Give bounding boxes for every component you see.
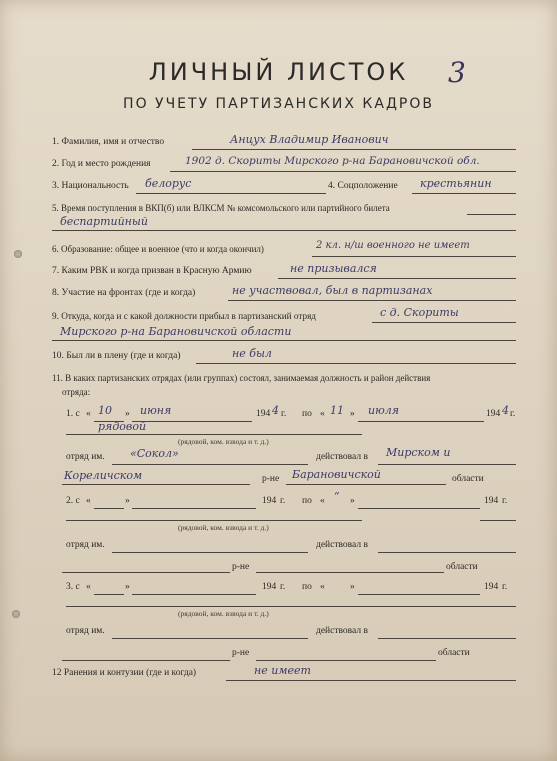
label-wounds: 12 Ранения и контузии (где и когда) (52, 668, 197, 678)
quote-open: « (320, 496, 325, 506)
underline (132, 421, 252, 422)
label-fronts: 8. Участие на фронтах (где и когда) (52, 288, 196, 298)
label-units: 11. В каких партизанских отрядах (или группах) состоял, занимаемая должность и район действия (52, 373, 431, 383)
value-social-status: крестьянин (420, 177, 492, 190)
label-nationality: 3. Национальность (52, 181, 129, 191)
punch-hole (12, 610, 20, 618)
quote-close: » (125, 582, 130, 592)
oblast-label: области (446, 562, 478, 572)
otryad-label: отряд им. (66, 626, 105, 636)
entry1-acted-in: Мирском и (386, 446, 451, 459)
entry2-year-left: 194 (262, 496, 277, 506)
underline (378, 552, 516, 553)
punch-hole (14, 250, 22, 258)
entry1-unit: «Сокол» (130, 447, 179, 460)
entry1-year-pre: 194 (256, 409, 271, 419)
entry2-number: 2. с (66, 496, 80, 506)
underline (112, 464, 308, 465)
rank-caption: (рядовой, ком. взвода и т. д.) (178, 609, 269, 618)
rank-caption: (рядовой, ком. взвода и т. д.) (178, 523, 269, 532)
entry3-to-word: по (302, 582, 312, 592)
g-suffix: г. (280, 582, 286, 592)
value-nationality: белорус (145, 177, 192, 190)
underline (94, 508, 124, 509)
quote-open: « (86, 409, 91, 419)
underline (52, 340, 516, 341)
underline (66, 434, 362, 435)
entry1-from-day: 10 (98, 404, 112, 417)
g-suffix: г. (502, 582, 508, 592)
acted-label: действовал в (316, 452, 368, 462)
underline (278, 278, 516, 279)
entry1-to-month: июля (368, 404, 400, 417)
quote-open: « (86, 496, 91, 506)
underline (412, 193, 516, 194)
underline (66, 606, 516, 607)
underline (358, 421, 484, 422)
g-suffix: г. (280, 496, 286, 506)
form-title: ЛИЧНЫЙ ЛИСТОК (148, 58, 409, 86)
underline (132, 508, 256, 509)
form-subtitle: ПО УЧЕТУ ПАРТИЗАНСКИХ КАДРОВ (123, 96, 434, 112)
otryad-label: отряд им. (66, 452, 105, 462)
underline (372, 322, 516, 323)
label-education: 6. Образование: общее и военное (что и когда окончил) (52, 244, 264, 254)
label-party: 5. Время поступления в ВКП(б) или ВЛКСМ № комсомольского или партийного билета (52, 203, 390, 213)
quote-close: » (125, 496, 130, 506)
g-suffix: г. (502, 496, 508, 506)
quote-open: « (320, 409, 325, 419)
value-arrival: с д. Скориты (380, 306, 459, 319)
value-arrival-2: Мирского р-на Барановичской области (60, 325, 292, 338)
entry1-from-year: 4 (272, 404, 279, 417)
underline (136, 193, 326, 194)
label-social-status: 4. Соцположение (328, 181, 398, 191)
entry1-to-word: по (302, 409, 312, 419)
entry2-to-day: “ (334, 490, 340, 503)
value-military: не призывался (290, 262, 377, 275)
quote-open: « (86, 582, 91, 592)
entry1-to-day: 11 (330, 404, 344, 417)
label-units-2: отряда: (62, 387, 91, 397)
underline (312, 256, 516, 257)
entry3-number: 3. с (66, 582, 80, 592)
value-wounds: не имеет (254, 664, 311, 677)
entry1-year-pre-2: 194 (486, 409, 501, 419)
underline (66, 520, 362, 521)
underline (480, 520, 516, 521)
quote-close: » (350, 582, 355, 592)
rne-label: р-не (232, 648, 250, 658)
value-party: беспартийный (60, 215, 148, 228)
entry1-to-year: 4 (502, 404, 509, 417)
label-arrival: 9. Откуда, когда и с какой должности прибыл в партизанский отряд (52, 311, 316, 321)
label-captivity: 10. Был ли в плену (где и когда) (52, 351, 181, 361)
value-education: 2 кл. н/ш военного не имеет (316, 240, 470, 251)
entry3-year-right: 194 (484, 582, 499, 592)
quote-open: « (320, 582, 325, 592)
rne-label: р-не (232, 562, 250, 572)
entry1-district: Кореличском (64, 469, 143, 482)
g-suffix: г. (281, 409, 287, 419)
underline (256, 660, 436, 661)
underline (132, 594, 256, 595)
underline (170, 171, 516, 172)
entry1-region: Барановичской (292, 468, 381, 481)
entry2-year-right: 194 (484, 496, 499, 506)
value-birth: 1902 д. Скориты Мирского р-на Барановичской обл. (185, 155, 480, 167)
acted-label: действовал в (316, 540, 368, 550)
rne-label: р-не (262, 474, 280, 484)
underline (94, 594, 124, 595)
value-captivity: не был (232, 347, 272, 360)
entry1-position: рядовой (98, 420, 147, 433)
underline (358, 508, 480, 509)
underline (112, 552, 308, 553)
underline (226, 680, 516, 681)
entry3-year-left: 194 (262, 582, 277, 592)
label-birth: 2. Год и место рождения (52, 159, 151, 169)
label-full-name: 1. Фамилия, имя и отчество (52, 137, 165, 147)
underline (62, 484, 250, 485)
oblast-label: области (452, 474, 484, 484)
acted-label: действовал в (316, 626, 368, 636)
underline (112, 638, 308, 639)
sheet-number: 3 (448, 56, 466, 89)
quote-close: » (350, 409, 355, 419)
otryad-label: отряд им. (66, 540, 105, 550)
quote-close: » (350, 496, 355, 506)
underline (228, 300, 516, 301)
underline (378, 464, 516, 465)
underline (62, 660, 230, 661)
underline (378, 638, 516, 639)
quote-close: » (125, 409, 130, 419)
rank-caption: (рядовой, ком. взвода и т. д.) (178, 437, 269, 446)
value-fronts: не участвовал, был в партизанах (232, 284, 433, 297)
underline (358, 594, 480, 595)
label-military: 7. Каким РВК и когда призван в Красную Армию (52, 266, 252, 276)
underline (52, 230, 516, 231)
underline (256, 572, 444, 573)
underline (196, 363, 516, 364)
oblast-label: области (438, 648, 470, 658)
entry2-to-word: по (302, 496, 312, 506)
entry1-number: 1. с (66, 409, 80, 419)
underline (467, 214, 516, 215)
g-suffix: г. (510, 409, 516, 419)
underline (192, 149, 516, 150)
value-full-name: Анцух Владимир Иванович (230, 133, 389, 146)
underline (62, 572, 230, 573)
entry1-from-month: июня (140, 404, 172, 417)
underline (286, 484, 446, 485)
